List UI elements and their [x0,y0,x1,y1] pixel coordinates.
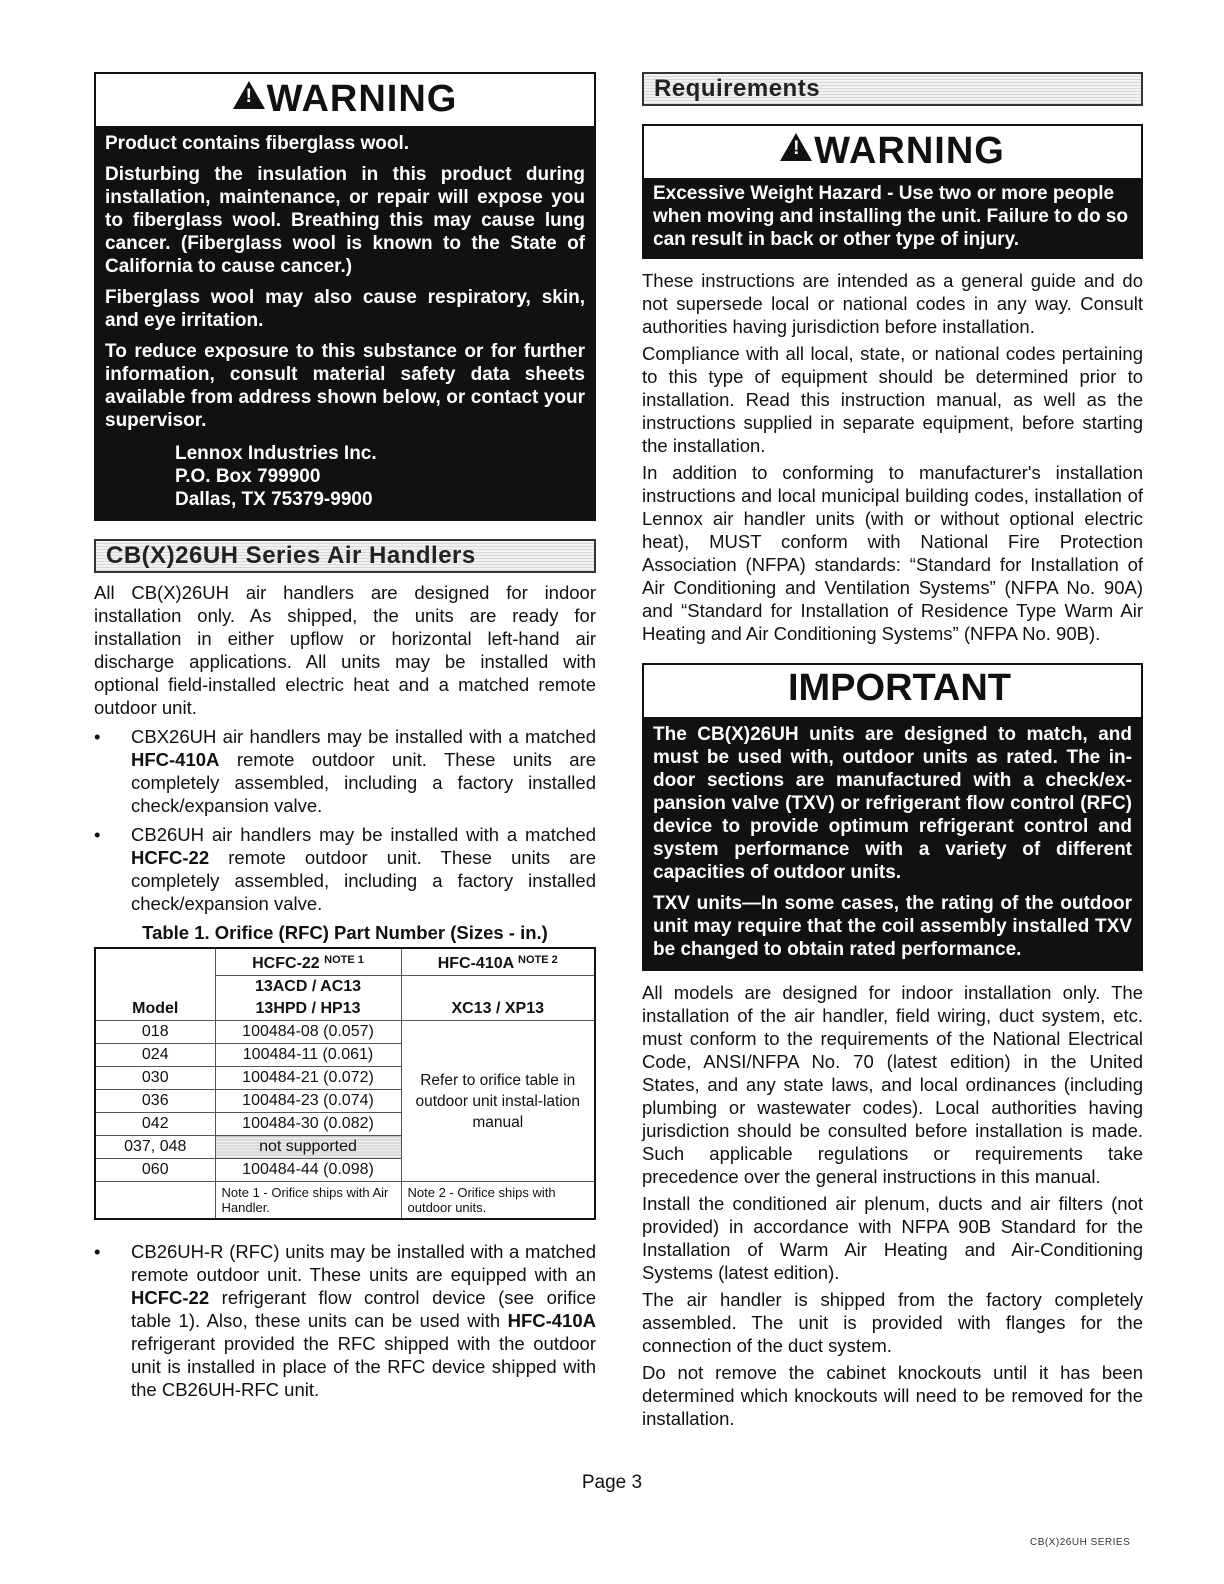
table-note: Note 2 - Orifice ships with outdoor units. [401,1182,595,1220]
not-supported-cell: not supported [215,1136,401,1159]
table-row: 018 100484-08 (0.057) Refer to orifice table in outdoor unit instal-lation manual [95,1021,595,1044]
warning-text: Fiberglass wool may also cause respiratory, skin, and eye irritation. [105,287,585,331]
section-heading: Requirements [642,72,1143,106]
body-paragraph: In addition to conforming to manufacturer's installation instructions and local municipal building codes, installation of Lennox air handler units (with or without optional electric heat), MUST conform with National Fire Protection Association (NFPA) standards: “Standard for Installation of Air Conditioning and Ventilation Systems” (NFPA No. 90A) and “Standard for Installation of Residence Type Warm Air Heating and Air Conditioning Systems” (NFPA No. 90B). [642,462,1143,644]
warning-body [96,126,594,519]
hcfc-header: HCFC-22 $^{NOTE 1}$ [215,948,401,976]
warning-body [644,178,1141,257]
table-header-row [95,976,595,1021]
address-line: Lennox Industries Inc. [175,443,377,464]
address-line: Dallas, TX 75379-9900 [175,489,373,510]
table-note: Note 1 - Orifice ships with Air Handler. [215,1182,401,1220]
right-column [642,72,1143,1430]
important-text: TXV units—In some cases, the rating of the outdoor unit may require that the coil assembly installed TXV be changed to obtain rated performance. [653,893,1132,960]
warning-heading: !WARNING [96,74,594,126]
table-row: 060 100484-44 (0.098) [95,1159,595,1182]
weight-warning-box [642,124,1143,259]
intro-paragraph: All CB(X)26UH air handlers are designed for indoor installation only. As shipped, the units are ready for installation in either upflow or horizontal left-hand air discharge applications. All units may be installed with optional field-installed electric heat and a matched remote outdoor unit. [94,582,596,718]
important-heading: IMPORTANT [787,667,1012,709]
body-paragraph: Do not remove the cabinet knockouts until it has been determined which knockouts will need to be removed for the installation. [642,1362,1143,1429]
orifice-table [94,947,596,1220]
table-notes-row [95,1182,595,1220]
warning-text: Excessive Weight Hazard - Use two or more people when moving and installing the unit. Failure to do so can result in back or other type of injury. [653,183,1129,250]
section-heading: CB(X)26UH Series Air Handlers [94,539,596,573]
table-row: 036 100484-23 (0.074) [95,1090,595,1113]
bullet-item: • CB26UH-R (RFC) units may be installed with a matched remote outdoor unit. These units are equipped with an HCFC-22 refrigerant flow control device (see orifice table 1). Also, these units can be used with HFC-410A refrigerant provided the RFC shipped with the outdoor unit is installed in place of the RFC device shipped with the CB26UH-RFC unit. [94,1240,596,1401]
body-paragraph: The air handler is shipped from the factory completely assembled. The unit is provided with flanges for the connection of the duct system. [642,1289,1143,1356]
important-body [644,717,1141,969]
model-header: Model [95,976,215,1021]
bullet-item: • CBX26UH air handlers may be installed with a matched HFC-410A remote outdoor unit. These units are completely assembled, including a factory installed check/expansion valve. [94,725,596,817]
bullet-item: • CB26UH air handlers may be installed with a matched HCFC-22 remote outdoor unit. These units are completely assembled, including a factory installed check/expansion valve. [94,823,596,915]
table-row: 037, 048 not supported [95,1136,595,1159]
important-text: The CB(X)26UH units are designed to match, and must be used with, outdoor units as rated. The in-door sections are manufactured with a check/ex-pansion valve (TXV) or refrigerant flow control (RFC) device to provide optimum refrigerant control and system performance with a variety of different capacities of outdoor units. [653,724,1132,883]
table-row: 030 100484-21 (0.072) [95,1067,595,1090]
warning-triangle-icon [233,81,265,109]
table-row: 042 100484-30 (0.082) [95,1113,595,1136]
hfc-header: HFC-410A $^{NOTE 2}$ [401,948,595,976]
warning-heading: !WARNING [644,126,1141,178]
warning-triangle-icon [780,133,812,161]
table-header-row [95,948,595,976]
table-title: Table 1. Orifice (RFC) Part Number (Sizes - in.) [142,922,548,943]
body-paragraph: These instructions are intended as a general guide and do not supersede local or national codes in any way. Consult authorities having jurisdiction before installation. [642,270,1143,337]
refer-cell: Refer to orifice table in outdoor unit instal-lation manual [401,1021,595,1182]
warning-text: To reduce exposure to this substance or for further information, consult material safety data sheets available from address shown below, or contact your supervisor. [105,341,585,431]
table-row: 024 100484-11 (0.061) [95,1044,595,1067]
body-paragraph: Compliance with all local, state, or national codes pertaining to this type of equipment should be determined prior to installation. Read this instruction manual, as well as the instructions supplied in separate equipment, before starting the installation. [642,343,1143,456]
body-paragraph: Install the conditioned air plenum, ducts and air filters (not provided) in accordance with NFPA 90B Standard for the Installation of Warm Air Heating and Air-Conditioning Systems (latest edition). [642,1193,1143,1283]
hfc-units-header: XC13 / XP13 [401,976,595,1021]
address-line: P.O. Box 799900 [175,466,321,487]
left-column [94,72,596,1401]
address-block [105,442,585,511]
series-label: CB(X)26UH SERIES [1030,1537,1131,1548]
page-number: Page 3 [581,1472,643,1493]
important-box [642,663,1143,971]
hcfc-units-header: 13ACD / AC13 13HPD / HP13 [215,976,401,1021]
warning-text: Product contains fiberglass wool. [105,133,410,154]
fiberglass-warning-box [94,72,596,521]
body-paragraph: All models are designed for indoor installation only. The installation of the air handler, field wiring, duct system, etc. must conform to the requirements of the National Electrical Code, ANSI/NFPA No. 70 (latest edition) in the United States, and any state laws, and local ordinances (including plumbing or wastewater codes). Local authorities having jurisdiction should be consulted before installation is made. Such applicable regulations or requirements take precedence over the general instructions in this manual. [642,982,1143,1187]
warning-text: Disturbing the insulation in this product during installation, maintenance, or repair will expose you to fiberglass wool. Breathing this may cause lung cancer. (Fiberglass wool is known to the State of California to cause cancer.) [105,164,585,277]
